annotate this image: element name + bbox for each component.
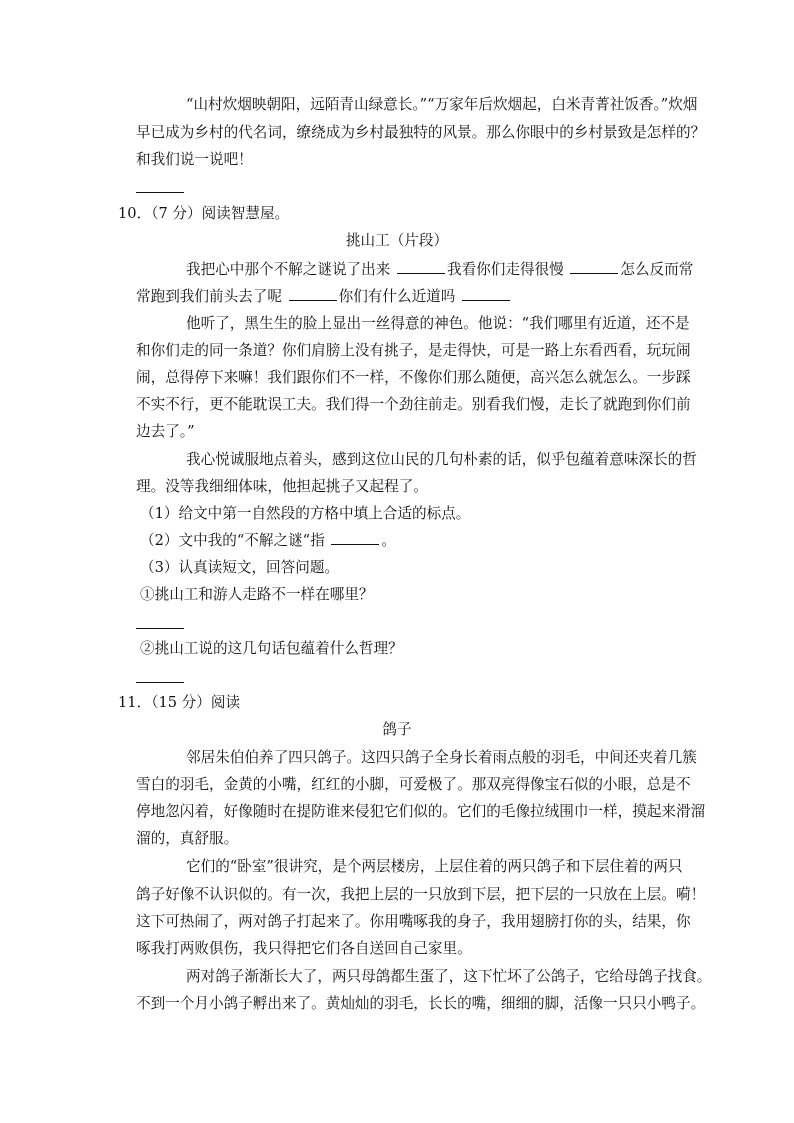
q11-header: 11．（15 分）阅读 <box>118 694 241 711</box>
q11-p2-line-4: 啄我打两败俱伤，我只得把它们各自送回自己家里。 <box>136 940 472 957</box>
q10-p2-line-3: 闹，总得停下来嘛！我们跟你们不一样，不像你们那么随便，高兴怎么就怎么。一步踩 <box>136 369 691 386</box>
punctuation-blank-4[interactable] <box>462 288 510 301</box>
intro-line-3: 和我们说一说吧！ <box>136 151 253 168</box>
intro-line-2: 早已成为乡村的代名词，缭绕成为乡村最独特的风景。那么你眼中的乡村景致是怎样的？ <box>136 124 706 141</box>
q10-p1-text-d: 常跑到我们前头去了呢 <box>136 288 282 305</box>
intro-line-1: “山村炊烟映朝阳，远陌青山绿意长。”“万家年后炊烟起，白米青菁社饭香。”炊烟 <box>186 96 698 113</box>
q10-p1-text-e: 你们有什么近道吗 <box>338 288 456 305</box>
answer-line-q10-b[interactable] <box>136 682 184 683</box>
q10-header: 10．（7 分）阅读智慧屋。 <box>118 205 290 222</box>
q10-sub-2 <box>140 532 396 550</box>
q10-p2-line-4: 不实不行，更不能耽误工夫。我们得一个劲往前走。别看我们慢，走长了就跑到你们前 <box>136 396 691 413</box>
q10-sub-2-text: （2）文中我的“不解之谜“指 <box>140 532 325 549</box>
q10-p3-line-1: 我心悦诚服地点着头，感到这位山民的几句朴素的话，似乎包蕴着意味深长的哲 <box>186 451 697 468</box>
q11-p2-line-2: 鸽子好像不认识似的。有一次，我把上层的一只放到下层，把下层的一只放在上层。嗬！ <box>136 886 706 903</box>
punctuation-blank-2[interactable] <box>570 261 618 274</box>
q10-sub-1: （1）给文中第一自然段的方格中填上合适的标点。 <box>140 505 471 522</box>
q11-p2-line-3: 这下可热闹了，两对鸽子打起来了。你用嘴啄我的身子，我用翅膀打你的头，结果，你 <box>136 913 691 930</box>
q10-p3-line-2: 理。没等我细细体味，他担起挑子又起程了。 <box>136 478 428 495</box>
q11-p2-line-1: 它们的“卧室”很讲究，是个两层楼房，上层住着的两只鸽子和下层住着的两只 <box>186 858 683 875</box>
q10-sub-2-end: 。 <box>381 532 396 549</box>
q10-p1-text-c: 怎么反而常 <box>620 261 694 278</box>
q10-p1-text-a: 我把心中那个不解之谜说了出来 <box>186 261 391 278</box>
answer-line-intro <box>136 192 184 193</box>
q10-p1-line-1 <box>186 261 693 279</box>
q10-title: 挑山工（片段） <box>345 232 449 249</box>
q10-p1-line-2 <box>136 288 512 306</box>
q11-p1-line-3: 停地忽闪着，好像随时在提防谁来侵犯它们似的。它们的毛像拉绒围巾一样，摸起来滑溜 <box>136 803 706 820</box>
q11-p3-line-1: 两对鸽子渐渐长大了，两只母鸽都生蛋了，这下忙坏了公鸽子，它给母鸽子找食。 <box>186 968 712 985</box>
q10-p2-line-1: 他听了，黑生生的脸上显出一丝得意的神色。他说：“我们哪里有近道，还不是 <box>186 315 690 332</box>
answer-blank-riddle[interactable] <box>331 532 379 545</box>
q11-title: 鸽子 <box>382 721 412 738</box>
q11-p1-line-1: 邻居朱伯伯养了四只鸽子。这四只鸽子全身长着雨点般的羽毛，中间还夹着几簇 <box>186 749 697 766</box>
q11-p3-line-2: 不到一个月小鸽子孵出来了。黄灿灿的羽毛，长长的嘴，细细的脚，活像一只只小鸭子。 <box>136 995 706 1012</box>
q11-p1-line-2: 雪白的羽毛，金黄的小嘴，红红的小脚，可爱极了。那双亮得像宝石似的小眼，总是不 <box>136 776 691 793</box>
q10-sub-3: （3）认真读短文，回答问题。 <box>140 559 340 576</box>
punctuation-blank-1[interactable] <box>397 261 445 274</box>
q10-sub-3-a: ①挑山工和游人走路不一样在哪里？ <box>140 586 374 603</box>
punctuation-blank-3[interactable] <box>289 288 337 301</box>
q10-sub-3-b: ②挑山工说的这几句话包蕴着什么哲理？ <box>140 640 403 657</box>
q10-p2-line-2: 和你们走的同一条道？你们肩膀上没有挑子，是走得快，可是一路上东看西看，玩玩闹 <box>136 342 691 359</box>
q10-p1-text-b: 我看你们走得很慢 <box>446 261 564 278</box>
q11-p1-line-4: 溜的，真舒服。 <box>136 830 239 847</box>
answer-line-q10-a[interactable] <box>136 628 184 629</box>
q10-p2-line-5: 边去了。” <box>136 423 195 440</box>
